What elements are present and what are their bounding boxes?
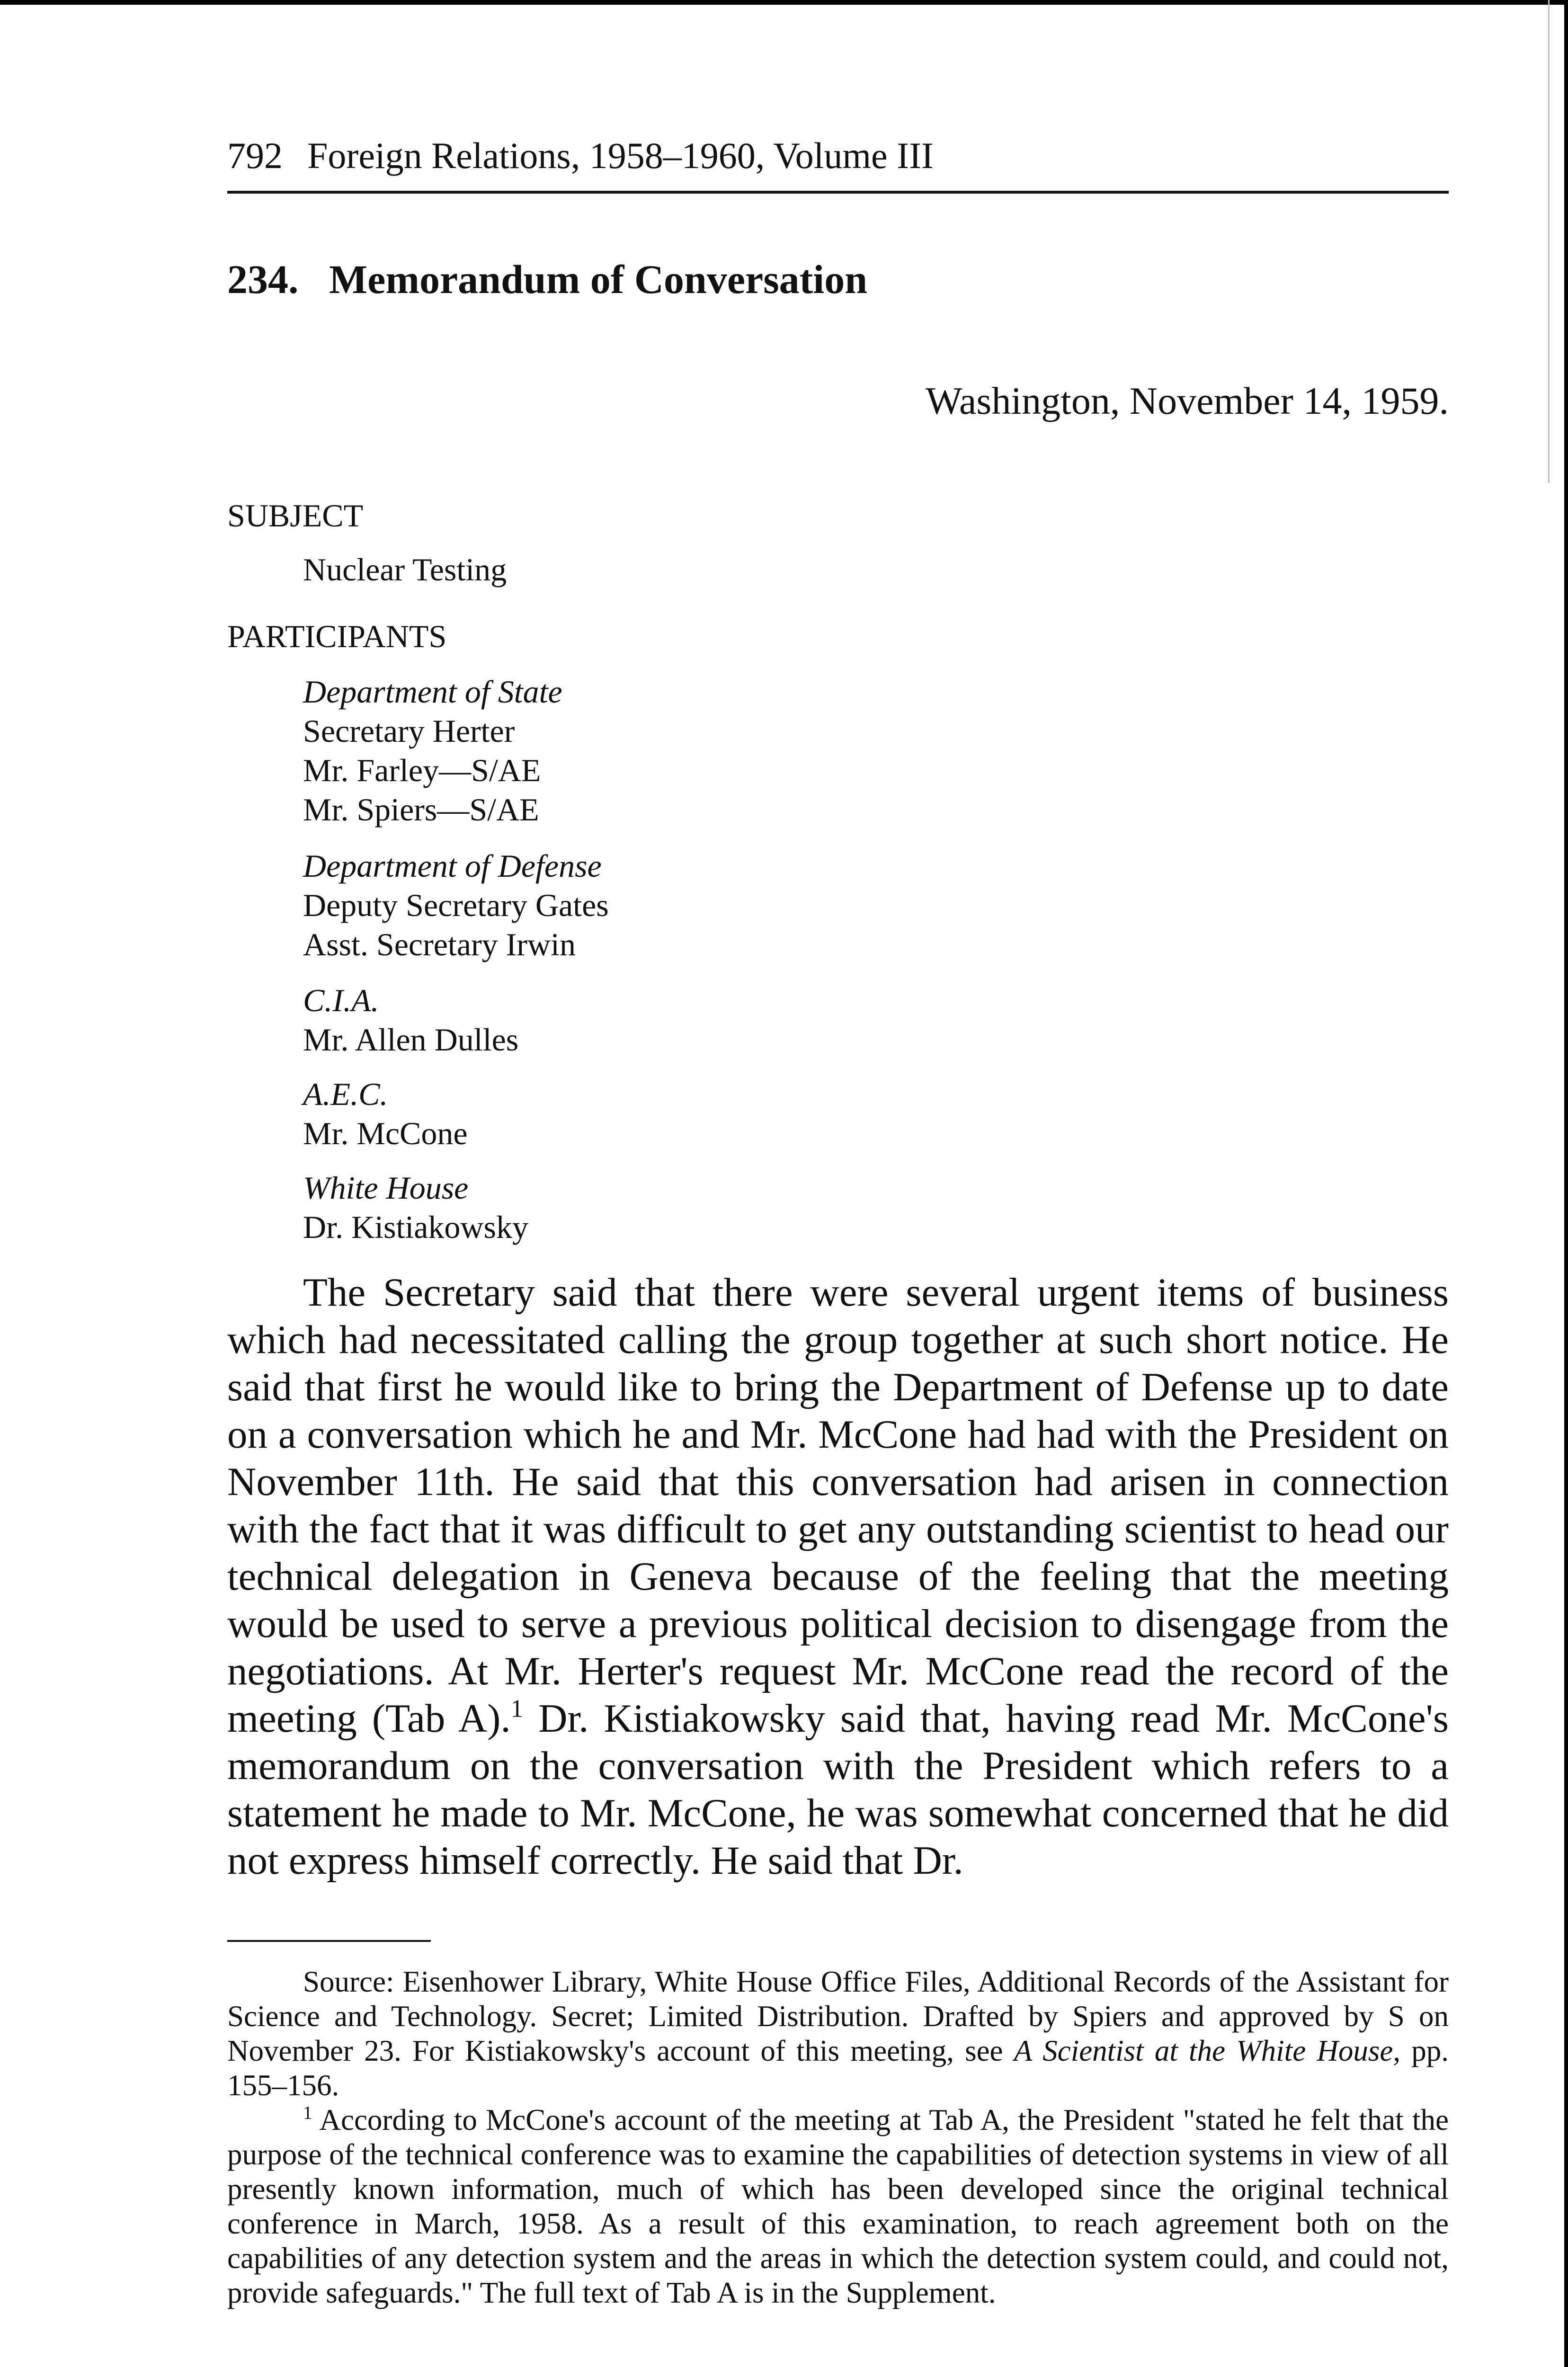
- source-note-text: Source: Eisenhower Library, White House Office Files, Additional Records of the Assistant for Science and Technology. Secret; Limited Distribution. Drafted by Spiers and approved by S on November 23. For Kistiakowsky's account of this meeting, see: [227, 1965, 1449, 2067]
- source-note-pages: pp. 155–156.: [227, 2034, 1449, 2102]
- scan-margin-line: [1548, 0, 1550, 483]
- participant-name: Dr. Kistiakowsky: [303, 1209, 528, 1245]
- footnote-rule: [227, 1940, 431, 1942]
- footnote-1-marker: 1: [303, 2102, 312, 2123]
- scan-border-top: [0, 0, 1568, 5]
- participant-name: Deputy Secretary Gates: [303, 887, 609, 923]
- subject-label: SUBJECT: [227, 498, 364, 534]
- body-paragraph: [227, 1269, 1449, 1884]
- participant-group-heading: Department of Defense: [303, 848, 602, 884]
- participant-group-aec: [303, 1075, 468, 1153]
- participant-group-heading: Department of State: [303, 674, 562, 710]
- participant-name: Mr. McCone: [303, 1115, 468, 1151]
- source-note-book-title: A Scientist at the White House,: [1014, 2034, 1401, 2067]
- document-title: [227, 256, 867, 303]
- participant-name: Mr. Spiers—S/AE: [303, 792, 539, 828]
- footnote-1: [227, 2103, 1449, 2310]
- footnote-ref-1: 1: [510, 1695, 524, 1723]
- scan-border-right: [1564, 0, 1568, 2367]
- body-text-part-2: Dr. Kistiakowsky said that, having read Mr. McCone's memorandum on the conversation with the President which refers to a statement he made to Mr. McCone, he was somewhat concerned that he did not express himself correctly. He said that Dr.: [227, 1696, 1449, 1883]
- volume-title: Foreign Relations, 1958–1960, Volume III: [307, 135, 934, 176]
- participant-group-heading: C.I.A.: [303, 982, 379, 1018]
- participant-name: Mr. Farley—S/AE: [303, 752, 541, 788]
- running-head-rule: [227, 191, 1449, 194]
- document-title-text: Memorandum of Conversation: [329, 257, 868, 302]
- participant-name: Secretary Herter: [303, 713, 515, 749]
- participant-name: Mr. Allen Dulles: [303, 1022, 519, 1058]
- participant-group-heading: A.E.C.: [303, 1076, 388, 1112]
- participants-label: PARTICIPANTS: [227, 618, 447, 654]
- subject-value: Nuclear Testing: [303, 552, 507, 587]
- page-number: 792: [227, 135, 283, 176]
- dateline: Washington, November 14, 1959.: [926, 379, 1449, 422]
- footnotes: [227, 1965, 1449, 2310]
- participant-group-state: [303, 672, 562, 829]
- participant-name: Asst. Secretary Irwin: [303, 926, 576, 962]
- participant-group-cia: [303, 981, 518, 1059]
- body-text-part-1: The Secretary said that there were several urgent items of business which had necessitated calling the group together at such short notice. He said that first he would like to bring the Department of Defense up to date on a conversation which he and Mr. McCone had had with the President on November 11th. He said that this conversation had arisen in connection with the fact that it was difficult to get any outstanding scientist to head our technical delegation in Geneva because of the feeling that the meeting would be used to serve a previous political decision to disengage from the negotiations. At Mr. Herter's request Mr. McCone read the record of the meeting (Tab A).: [227, 1270, 1449, 1741]
- participant-group-heading: White House: [303, 1170, 469, 1206]
- footnote-1-text: According to McCone's account of the meeting at Tab A, the President "stated he felt that the purpose of the technical conference was to examine the capabilities of detection systems in view of all presently known information, much of which has been developed since the original technical conference in March, 1958. As a result of this examination, to reach agreement both on the capabilities of any detection system and the areas in which the detection system could, and could not, provide safeguards." The full text of Tab A is in the Supplement.: [227, 2103, 1449, 2309]
- participant-group-white-house: [303, 1168, 528, 1247]
- participant-group-defense: [303, 846, 609, 964]
- source-note: [227, 1965, 1449, 2103]
- document-number: 234.: [227, 257, 299, 302]
- running-head: [227, 137, 1449, 174]
